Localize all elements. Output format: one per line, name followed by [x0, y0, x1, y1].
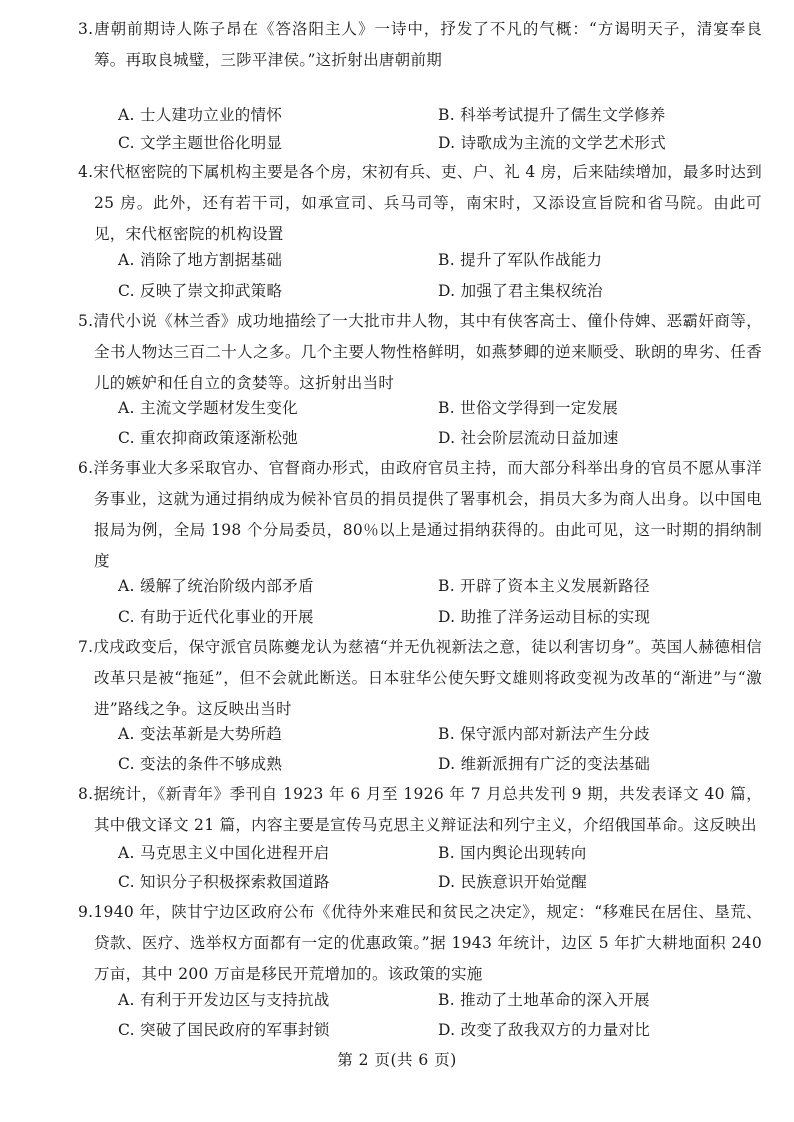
question-stem: 9.1940 年，陕甘宁边区政府公布《优待外来难民和贫民之决定》，规定：“移难民在居住、垦荒、贷款、医疗、选举权方面都有一定的优惠政策。”据 1943 年统计，边区 5 年扩大耕地面积 240 万亩，其中 200 万亩是移民开荒增加的。该政策的实施	[78, 903, 762, 983]
question-stem: 5.清代小说《林兰香》成功地描绘了一大批市井人物，其中有侠客高士、僮仆侍婢、恶霸奸商等，全书人物达三百二十人之多。几个主要人物性格鲜明，如燕梦卿的逆来顺受、耿朗的卑劣、任香儿的嫉妒和任自立的贪婪等。这折射出当时	[78, 312, 762, 392]
option-b: B. 世俗文学得到一定发展	[438, 399, 619, 417]
option-d: D. 社会阶层流动日益加速	[438, 429, 619, 447]
question-stem: 7.戊戌政变后，保守派官员陈夔龙认为慈禧“并无仇视新法之意，徒以利害切身”。英国人赫德相信改革只是被“拖延”，但不会就此断送。日本驻华公使矢野文雄则将政变视为改革的“渐进”与“激进”路线之争。这反映出当时	[78, 638, 762, 718]
question-stem: 6.洋务事业大多采取官办、官督商办形式，由政府官员主持，而大部分科举出身的官员不愿从事洋务事业，这就为通过捐纳成为候补官员的捐员提供了署事机会，捐员大多为商人出身。以中国电报局为例，全局 198 个分局委员，80％以上是通过捐纳获得的。由此可见，这一时期的捐纳制度	[78, 459, 762, 570]
option-b: B. 推动了土地革命的深入开展	[438, 991, 650, 1009]
option-d: D. 诗歌成为主流的文学艺术形式	[438, 134, 667, 152]
option-c: C. 知识分子积极探索救国道路	[118, 873, 330, 891]
question-stem: 8.据统计，《新青年》季刊自 1923 年 6 月至 1926 年 7 月总共发刊 9 期，共发表译文 40 篇，其中俄文译文 21 篇，内容主要是宣传马克思主义辩证法和列宁主义，介绍俄国革命。这反映出	[78, 785, 762, 834]
option-b: B. 提升了军队作战能力	[438, 251, 603, 269]
option-b: B. 保守派内部对新法产生分歧	[438, 725, 650, 743]
option-a: A. 缓解了统治阶级内部矛盾	[118, 577, 314, 595]
option-a: A. 主流文学题材发生变化	[118, 399, 298, 417]
page-number: 第 2 页(共 6 页)	[337, 1051, 457, 1069]
option-d: D. 助推了洋务运动目标的实现	[438, 608, 651, 626]
option-b: B. 科举考试提升了儒生文学修养	[438, 106, 666, 124]
option-c: C. 文学主题世俗化明显	[118, 134, 283, 152]
question-stem: 3.唐朝前期诗人陈子昂在《答洛阳主人》一诗中，抒发了不凡的气概：“方谒明天子，清宴奉良筹。再取良城璧，三陟平津侯。”这折射出唐朝前期	[78, 20, 762, 69]
option-d: D. 民族意识开始觉醒	[438, 873, 588, 891]
option-a: A. 马克思主义中国化进程开启	[118, 844, 330, 862]
option-a: A. 士人建功立业的情怀	[118, 106, 283, 124]
option-d: D. 维新派拥有广泛的变法基础	[438, 755, 651, 773]
option-a: A. 消除了地方割据基础	[118, 251, 283, 269]
option-d: D. 改变了敌我双方的力量对比	[438, 1021, 651, 1039]
question-stem: 4.宋代枢密院的下属机构主要是各个房，宋初有兵、吏、户、礼 4 房，后来陆续增加，最多时达到 25 房。此外，还有若干司，如承宣司、兵马司等，南宋时，又添设宣旨院和省马院。由此可见，宋代枢密院的机构设置	[78, 163, 762, 243]
option-c: C. 重农抑商政策逐渐松弛	[118, 429, 299, 447]
option-b: B. 开辟了资本主义发展新路径	[438, 577, 650, 595]
option-c: C. 有助于近代化事业的开展	[118, 608, 314, 626]
option-c: C. 突破了国民政府的军事封锁	[118, 1021, 330, 1039]
option-a: A. 有利于开发边区与支持抗战	[118, 991, 330, 1009]
option-b: B. 国内舆论出现转向	[438, 844, 587, 862]
option-a: A. 变法革新是大势所趋	[118, 725, 283, 743]
option-d: D. 加强了君主集权统治	[438, 282, 603, 300]
option-c: C. 变法的条件不够成熟	[118, 755, 283, 773]
option-c: C. 反映了崇文抑武策略	[118, 282, 283, 300]
